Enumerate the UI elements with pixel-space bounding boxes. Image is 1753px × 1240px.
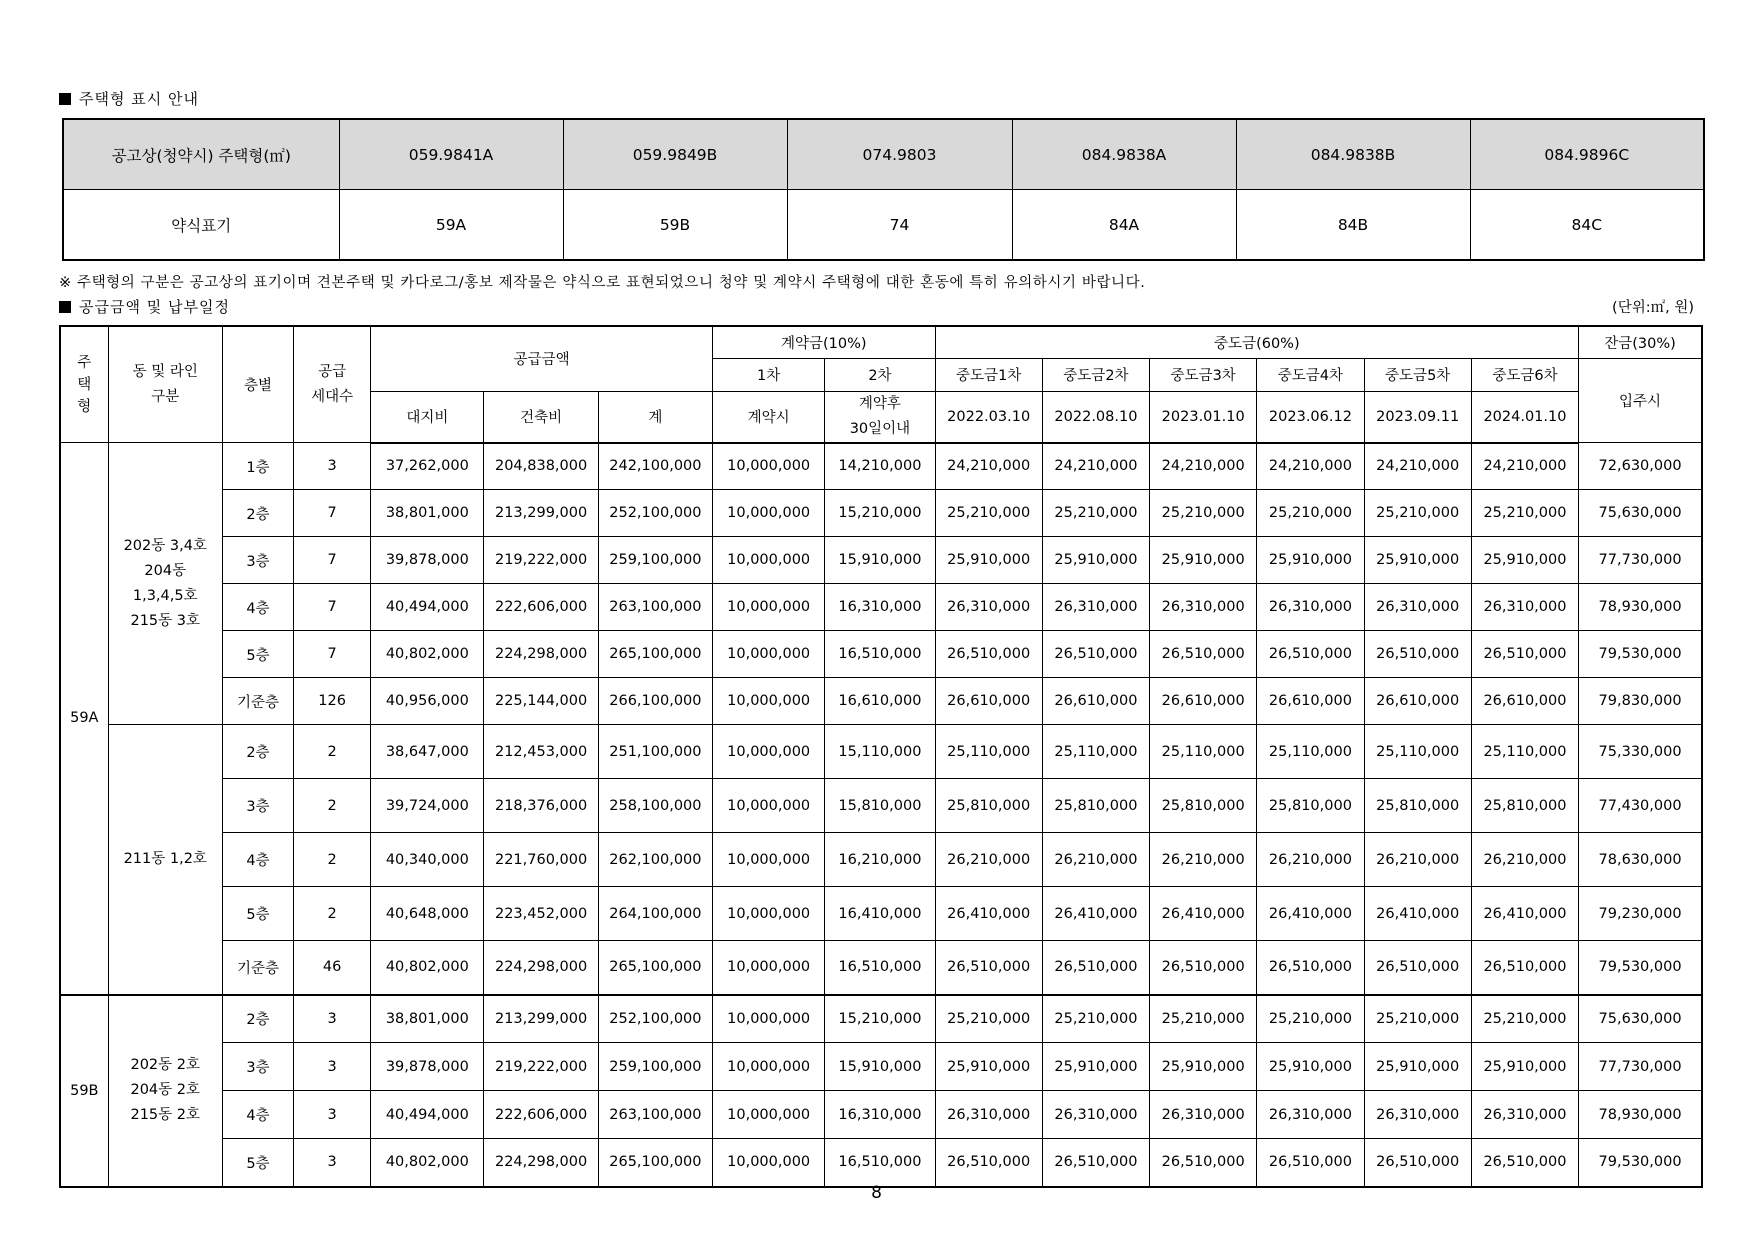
middle-payment-cell: 25,810,000 bbox=[1364, 779, 1471, 833]
building-price-cell: 224,298,000 bbox=[484, 1139, 598, 1187]
header-middle-date: 2023.09.11 bbox=[1364, 391, 1471, 443]
households-cell: 2 bbox=[294, 833, 371, 887]
middle-payment-cell: 26,610,000 bbox=[935, 678, 1042, 725]
middle-payment-cell: 25,110,000 bbox=[1150, 725, 1257, 779]
header-middle-label: 중도금2차 bbox=[1042, 358, 1149, 391]
supply-price-table bbox=[59, 325, 1703, 1188]
floor-cell: 4층 bbox=[222, 1091, 293, 1139]
middle-payment-cell: 26,310,000 bbox=[1364, 1091, 1471, 1139]
type-header-row bbox=[63, 119, 1704, 190]
table-row bbox=[60, 678, 1702, 725]
table-row bbox=[60, 887, 1702, 941]
floor-cell: 3층 bbox=[222, 779, 293, 833]
middle-payment-cell: 25,110,000 bbox=[1042, 725, 1149, 779]
floor-cell: 기준층 bbox=[222, 941, 293, 995]
middle-payment-cell: 26,410,000 bbox=[1364, 887, 1471, 941]
balance-cell: 75,630,000 bbox=[1579, 490, 1702, 537]
contract-1-cell: 10,000,000 bbox=[713, 833, 825, 887]
contract-2-cell: 16,510,000 bbox=[825, 631, 935, 678]
type-abbr: 74 bbox=[787, 190, 1012, 261]
floor-cell: 2층 bbox=[222, 725, 293, 779]
header-row bbox=[60, 326, 1702, 358]
balance-cell: 77,430,000 bbox=[1579, 779, 1702, 833]
middle-payment-cell: 25,810,000 bbox=[1042, 779, 1149, 833]
type-code: 084.9838A bbox=[1012, 119, 1236, 190]
middle-payment-cell: 26,310,000 bbox=[1042, 1091, 1149, 1139]
table-row bbox=[60, 779, 1702, 833]
middle-payment-cell: 26,210,000 bbox=[1364, 833, 1471, 887]
header-contract-1: 1차 bbox=[713, 358, 825, 391]
section-title-supply bbox=[59, 296, 230, 317]
middle-payment-cell: 25,210,000 bbox=[935, 490, 1042, 537]
middle-payment-cell: 24,210,000 bbox=[1042, 443, 1149, 490]
middle-payment-cell: 26,210,000 bbox=[935, 833, 1042, 887]
total-price-cell: 259,100,000 bbox=[598, 1043, 712, 1091]
table-row bbox=[60, 490, 1702, 537]
floor-cell: 4층 bbox=[222, 833, 293, 887]
land-price-cell: 40,802,000 bbox=[371, 1139, 484, 1187]
land-price-cell: 38,647,000 bbox=[371, 725, 484, 779]
middle-payment-cell: 25,910,000 bbox=[1364, 537, 1471, 584]
contract-2-cell: 14,210,000 bbox=[825, 443, 935, 490]
house-type-cell: 59A bbox=[60, 443, 108, 995]
total-price-cell: 242,100,000 bbox=[598, 443, 712, 490]
middle-payment-cell: 24,210,000 bbox=[935, 443, 1042, 490]
middle-payment-cell: 26,310,000 bbox=[1257, 584, 1364, 631]
middle-payment-cell: 25,910,000 bbox=[1150, 1043, 1257, 1091]
contract-1-cell: 10,000,000 bbox=[713, 995, 825, 1043]
total-price-cell: 259,100,000 bbox=[598, 537, 712, 584]
middle-payment-cell: 26,310,000 bbox=[1257, 1091, 1364, 1139]
middle-payment-cell: 25,210,000 bbox=[1042, 995, 1149, 1043]
households-cell: 7 bbox=[294, 490, 371, 537]
header-total: 계 bbox=[598, 391, 712, 443]
floor-cell: 2층 bbox=[222, 995, 293, 1043]
contract-1-cell: 10,000,000 bbox=[713, 725, 825, 779]
type-abbr: 84B bbox=[1236, 190, 1470, 261]
header-land: 대지비 bbox=[371, 391, 484, 443]
households-cell: 2 bbox=[294, 725, 371, 779]
header-middle-label: 중도금1차 bbox=[935, 358, 1042, 391]
land-price-cell: 40,494,000 bbox=[371, 584, 484, 631]
households-cell: 3 bbox=[294, 443, 371, 490]
header-middle-label: 중도금5차 bbox=[1364, 358, 1471, 391]
middle-payment-cell: 26,610,000 bbox=[1257, 678, 1364, 725]
middle-payment-cell: 25,910,000 bbox=[1042, 537, 1149, 584]
header-building: 건축비 bbox=[484, 391, 598, 443]
contract-1-cell: 10,000,000 bbox=[713, 490, 825, 537]
balance-cell: 79,230,000 bbox=[1579, 887, 1702, 941]
contract-2-cell: 15,210,000 bbox=[825, 490, 935, 537]
total-price-cell: 263,100,000 bbox=[598, 584, 712, 631]
middle-payment-cell: 26,610,000 bbox=[1150, 678, 1257, 725]
middle-payment-cell: 25,910,000 bbox=[1364, 1043, 1471, 1091]
middle-payment-cell: 26,410,000 bbox=[1042, 887, 1149, 941]
land-price-cell: 39,724,000 bbox=[371, 779, 484, 833]
middle-payment-cell: 26,510,000 bbox=[1471, 1139, 1578, 1187]
land-price-cell: 40,802,000 bbox=[371, 631, 484, 678]
header-middle-label: 중도금6차 bbox=[1471, 358, 1578, 391]
households-cell: 3 bbox=[294, 1139, 371, 1187]
households-cell: 46 bbox=[294, 941, 371, 995]
house-type-cell: 59B bbox=[60, 995, 108, 1187]
middle-payment-cell: 25,810,000 bbox=[1257, 779, 1364, 833]
middle-payment-cell: 26,610,000 bbox=[1042, 678, 1149, 725]
type-header-label: 공고상(청약시) 주택형(㎡) bbox=[63, 119, 339, 190]
table-row bbox=[60, 941, 1702, 995]
contract-1-cell: 10,000,000 bbox=[713, 443, 825, 490]
contract-1-cell: 10,000,000 bbox=[713, 678, 825, 725]
land-price-cell: 40,648,000 bbox=[371, 887, 484, 941]
middle-payment-cell: 26,510,000 bbox=[1471, 631, 1578, 678]
contract-1-cell: 10,000,000 bbox=[713, 537, 825, 584]
balance-cell: 78,930,000 bbox=[1579, 584, 1702, 631]
dong-line-cell: 202동 2호 204동 2호 215동 2호 bbox=[108, 995, 222, 1187]
house-type-table bbox=[62, 118, 1705, 261]
households-cell: 2 bbox=[294, 887, 371, 941]
total-price-cell: 265,100,000 bbox=[598, 1139, 712, 1187]
total-price-cell: 251,100,000 bbox=[598, 725, 712, 779]
type-abbr: 59B bbox=[563, 190, 787, 261]
building-price-cell: 219,222,000 bbox=[484, 1043, 598, 1091]
header-middle-label: 중도금4차 bbox=[1257, 358, 1364, 391]
table-row bbox=[60, 833, 1702, 887]
type-abbr: 84C bbox=[1470, 190, 1704, 261]
dong-line-cell: 211동 1,2호 bbox=[108, 725, 222, 995]
section-title-text: 공급금액 및 납부일정 bbox=[79, 298, 230, 316]
contract-2-cell: 16,310,000 bbox=[825, 584, 935, 631]
header-households: 공급 세대수 bbox=[294, 326, 371, 443]
type-code: 084.9838B bbox=[1236, 119, 1470, 190]
square-bullet-icon bbox=[59, 301, 71, 313]
section-title-house-type bbox=[59, 88, 199, 109]
square-bullet-icon bbox=[59, 93, 71, 105]
middle-payment-cell: 26,410,000 bbox=[1257, 887, 1364, 941]
header-contract-1-when: 계약시 bbox=[713, 391, 825, 443]
middle-payment-cell: 26,310,000 bbox=[1471, 1091, 1578, 1139]
building-price-cell: 212,453,000 bbox=[484, 725, 598, 779]
land-price-cell: 40,340,000 bbox=[371, 833, 484, 887]
land-price-cell: 38,801,000 bbox=[371, 995, 484, 1043]
middle-payment-cell: 25,210,000 bbox=[1257, 490, 1364, 537]
header-balance-when: 입주시 bbox=[1579, 358, 1702, 443]
header-balance: 잔금(30%) bbox=[1579, 326, 1702, 358]
middle-payment-cell: 25,210,000 bbox=[1257, 995, 1364, 1043]
building-price-cell: 219,222,000 bbox=[484, 537, 598, 584]
building-price-cell: 225,144,000 bbox=[484, 678, 598, 725]
middle-payment-cell: 26,210,000 bbox=[1257, 833, 1364, 887]
middle-payment-cell: 26,410,000 bbox=[1150, 887, 1257, 941]
land-price-cell: 40,956,000 bbox=[371, 678, 484, 725]
middle-payment-cell: 26,210,000 bbox=[1471, 833, 1578, 887]
middle-payment-cell: 25,210,000 bbox=[1042, 490, 1149, 537]
header-middle-label: 중도금3차 bbox=[1150, 358, 1257, 391]
floor-cell: 1층 bbox=[222, 443, 293, 490]
header-dong-line: 동 및 라인 구분 bbox=[108, 326, 222, 443]
land-price-cell: 40,802,000 bbox=[371, 941, 484, 995]
balance-cell: 77,730,000 bbox=[1579, 1043, 1702, 1091]
middle-payment-cell: 24,210,000 bbox=[1471, 443, 1578, 490]
middle-payment-cell: 26,510,000 bbox=[935, 941, 1042, 995]
table-row bbox=[60, 1091, 1702, 1139]
middle-payment-cell: 26,510,000 bbox=[1364, 631, 1471, 678]
middle-payment-cell: 26,510,000 bbox=[1150, 941, 1257, 995]
middle-payment-cell: 26,610,000 bbox=[1364, 678, 1471, 725]
contract-2-cell: 16,210,000 bbox=[825, 833, 935, 887]
floor-cell: 5층 bbox=[222, 887, 293, 941]
building-price-cell: 224,298,000 bbox=[484, 941, 598, 995]
middle-payment-cell: 26,510,000 bbox=[935, 1139, 1042, 1187]
floor-cell: 2층 bbox=[222, 490, 293, 537]
building-price-cell: 218,376,000 bbox=[484, 779, 598, 833]
table-row bbox=[60, 443, 1702, 490]
header-middle-date: 2023.06.12 bbox=[1257, 391, 1364, 443]
middle-payment-cell: 26,510,000 bbox=[1150, 631, 1257, 678]
middle-payment-cell: 26,510,000 bbox=[1257, 941, 1364, 995]
households-cell: 7 bbox=[294, 631, 371, 678]
table-row bbox=[60, 537, 1702, 584]
floor-cell: 4층 bbox=[222, 584, 293, 631]
balance-cell: 75,330,000 bbox=[1579, 725, 1702, 779]
balance-cell: 79,530,000 bbox=[1579, 941, 1702, 995]
contract-2-cell: 16,310,000 bbox=[825, 1091, 935, 1139]
contract-1-cell: 10,000,000 bbox=[713, 941, 825, 995]
households-cell: 7 bbox=[294, 537, 371, 584]
middle-payment-cell: 26,310,000 bbox=[935, 1091, 1042, 1139]
header-middle-date: 2022.08.10 bbox=[1042, 391, 1149, 443]
contract-1-cell: 10,000,000 bbox=[713, 1091, 825, 1139]
type-code: 059.9841A bbox=[339, 119, 563, 190]
middle-payment-cell: 25,210,000 bbox=[1150, 995, 1257, 1043]
balance-cell: 79,530,000 bbox=[1579, 1139, 1702, 1187]
header-type: 주 택 형 bbox=[60, 326, 108, 443]
unit-label: (단위:㎡, 원) bbox=[1612, 300, 1694, 316]
total-price-cell: 252,100,000 bbox=[598, 490, 712, 537]
middle-payment-cell: 25,210,000 bbox=[1364, 995, 1471, 1043]
middle-payment-cell: 26,310,000 bbox=[1364, 584, 1471, 631]
balance-cell: 79,830,000 bbox=[1579, 678, 1702, 725]
middle-payment-cell: 26,510,000 bbox=[1042, 1139, 1149, 1187]
type-code: 059.9849B bbox=[563, 119, 787, 190]
middle-payment-cell: 25,110,000 bbox=[1257, 725, 1364, 779]
middle-payment-cell: 24,210,000 bbox=[1364, 443, 1471, 490]
contract-1-cell: 10,000,000 bbox=[713, 584, 825, 631]
middle-payment-cell: 25,110,000 bbox=[1471, 725, 1578, 779]
balance-cell: 72,630,000 bbox=[1579, 443, 1702, 490]
type-code: 084.9896C bbox=[1470, 119, 1704, 190]
middle-payment-cell: 26,510,000 bbox=[1042, 631, 1149, 678]
middle-payment-cell: 25,810,000 bbox=[935, 779, 1042, 833]
middle-payment-cell: 26,410,000 bbox=[1471, 887, 1578, 941]
total-price-cell: 252,100,000 bbox=[598, 995, 712, 1043]
middle-payment-cell: 24,210,000 bbox=[1150, 443, 1257, 490]
contract-2-cell: 15,910,000 bbox=[825, 1043, 935, 1091]
middle-payment-cell: 26,510,000 bbox=[935, 631, 1042, 678]
balance-cell: 78,930,000 bbox=[1579, 1091, 1702, 1139]
middle-payment-cell: 26,510,000 bbox=[1150, 1139, 1257, 1187]
table-row bbox=[60, 1139, 1702, 1187]
building-price-cell: 204,838,000 bbox=[484, 443, 598, 490]
middle-payment-cell: 25,910,000 bbox=[935, 537, 1042, 584]
house-type-note: ※ 주택형의 구분은 공고상의 표기이며 견본주택 및 카다로그/홍보 제작물은 약식으로 표현되었으니 청약 및 계약시 주택형에 대한 혼동에 특히 유의하시기 바랍니다. bbox=[59, 275, 1146, 291]
land-price-cell: 38,801,000 bbox=[371, 490, 484, 537]
abbr-label: 약식표기 bbox=[63, 190, 339, 261]
middle-payment-cell: 26,210,000 bbox=[1150, 833, 1257, 887]
households-cell: 3 bbox=[294, 1091, 371, 1139]
middle-payment-cell: 26,510,000 bbox=[1364, 1139, 1471, 1187]
total-price-cell: 265,100,000 bbox=[598, 631, 712, 678]
header-contract-2: 2차 bbox=[825, 358, 935, 391]
contract-2-cell: 16,610,000 bbox=[825, 678, 935, 725]
middle-payment-cell: 25,810,000 bbox=[1150, 779, 1257, 833]
households-cell: 2 bbox=[294, 779, 371, 833]
building-price-cell: 213,299,000 bbox=[484, 995, 598, 1043]
middle-payment-cell: 26,310,000 bbox=[1042, 584, 1149, 631]
table-row bbox=[60, 584, 1702, 631]
contract-1-cell: 10,000,000 bbox=[713, 631, 825, 678]
balance-cell: 75,630,000 bbox=[1579, 995, 1702, 1043]
dong-line-cell: 202동 3,4호 204동 1,3,4,5호 215동 3호 bbox=[108, 443, 222, 725]
floor-cell: 5층 bbox=[222, 631, 293, 678]
middle-payment-cell: 25,210,000 bbox=[1471, 490, 1578, 537]
middle-payment-cell: 26,510,000 bbox=[1257, 631, 1364, 678]
section-title-text: 주택형 표시 안내 bbox=[79, 90, 199, 108]
contract-2-cell: 16,510,000 bbox=[825, 941, 935, 995]
middle-payment-cell: 26,510,000 bbox=[1042, 941, 1149, 995]
header-middle-date: 2024.01.10 bbox=[1471, 391, 1578, 443]
contract-2-cell: 16,410,000 bbox=[825, 887, 935, 941]
middle-payment-cell: 26,310,000 bbox=[1150, 584, 1257, 631]
header-supply-amount: 공급금액 bbox=[371, 326, 713, 391]
total-price-cell: 262,100,000 bbox=[598, 833, 712, 887]
total-price-cell: 266,100,000 bbox=[598, 678, 712, 725]
middle-payment-cell: 25,910,000 bbox=[1257, 537, 1364, 584]
contract-2-cell: 15,910,000 bbox=[825, 537, 935, 584]
header-contract: 계약금(10%) bbox=[713, 326, 936, 358]
building-price-cell: 221,760,000 bbox=[484, 833, 598, 887]
page-number: 8 bbox=[871, 1183, 882, 1203]
total-price-cell: 263,100,000 bbox=[598, 1091, 712, 1139]
header-middle-date: 2022.03.10 bbox=[935, 391, 1042, 443]
middle-payment-cell: 25,910,000 bbox=[1471, 537, 1578, 584]
middle-payment-cell: 25,910,000 bbox=[1042, 1043, 1149, 1091]
middle-payment-cell: 25,110,000 bbox=[1364, 725, 1471, 779]
households-cell: 7 bbox=[294, 584, 371, 631]
middle-payment-cell: 25,210,000 bbox=[1150, 490, 1257, 537]
middle-payment-cell: 25,210,000 bbox=[935, 995, 1042, 1043]
contract-1-cell: 10,000,000 bbox=[713, 1139, 825, 1187]
type-abbr: 59A bbox=[339, 190, 563, 261]
middle-payment-cell: 25,110,000 bbox=[935, 725, 1042, 779]
land-price-cell: 40,494,000 bbox=[371, 1091, 484, 1139]
middle-payment-cell: 26,310,000 bbox=[1471, 584, 1578, 631]
header-floor: 층별 bbox=[222, 326, 293, 443]
households-cell: 3 bbox=[294, 995, 371, 1043]
balance-cell: 79,530,000 bbox=[1579, 631, 1702, 678]
middle-payment-cell: 25,910,000 bbox=[935, 1043, 1042, 1091]
contract-1-cell: 10,000,000 bbox=[713, 779, 825, 833]
balance-cell: 77,730,000 bbox=[1579, 537, 1702, 584]
middle-payment-cell: 26,410,000 bbox=[935, 887, 1042, 941]
building-price-cell: 224,298,000 bbox=[484, 631, 598, 678]
total-price-cell: 258,100,000 bbox=[598, 779, 712, 833]
middle-payment-cell: 26,610,000 bbox=[1471, 678, 1578, 725]
table-row bbox=[60, 995, 1702, 1043]
contract-2-cell: 15,110,000 bbox=[825, 725, 935, 779]
middle-payment-cell: 25,910,000 bbox=[1257, 1043, 1364, 1091]
middle-payment-cell: 26,310,000 bbox=[935, 584, 1042, 631]
land-price-cell: 37,262,000 bbox=[371, 443, 484, 490]
middle-payment-cell: 25,910,000 bbox=[1471, 1043, 1578, 1091]
households-cell: 3 bbox=[294, 1043, 371, 1091]
total-price-cell: 264,100,000 bbox=[598, 887, 712, 941]
type-abbr: 84A bbox=[1012, 190, 1236, 261]
middle-payment-cell: 26,510,000 bbox=[1364, 941, 1471, 995]
contract-1-cell: 10,000,000 bbox=[713, 887, 825, 941]
middle-payment-cell: 25,910,000 bbox=[1150, 537, 1257, 584]
middle-payment-cell: 24,210,000 bbox=[1257, 443, 1364, 490]
land-price-cell: 39,878,000 bbox=[371, 537, 484, 584]
middle-payment-cell: 25,210,000 bbox=[1471, 995, 1578, 1043]
contract-2-cell: 15,810,000 bbox=[825, 779, 935, 833]
type-code: 074.9803 bbox=[787, 119, 1012, 190]
header-middle-date: 2023.01.10 bbox=[1150, 391, 1257, 443]
contract-2-cell: 16,510,000 bbox=[825, 1139, 935, 1187]
building-price-cell: 213,299,000 bbox=[484, 490, 598, 537]
floor-cell: 3층 bbox=[222, 537, 293, 584]
middle-payment-cell: 26,310,000 bbox=[1150, 1091, 1257, 1139]
balance-cell: 78,630,000 bbox=[1579, 833, 1702, 887]
building-price-cell: 222,606,000 bbox=[484, 584, 598, 631]
contract-1-cell: 10,000,000 bbox=[713, 1043, 825, 1091]
floor-cell: 기준층 bbox=[222, 678, 293, 725]
middle-payment-cell: 25,810,000 bbox=[1471, 779, 1578, 833]
building-price-cell: 223,452,000 bbox=[484, 887, 598, 941]
floor-cell: 3층 bbox=[222, 1043, 293, 1091]
table-row bbox=[60, 631, 1702, 678]
households-cell: 126 bbox=[294, 678, 371, 725]
middle-payment-cell: 26,510,000 bbox=[1257, 1139, 1364, 1187]
type-abbr-row bbox=[63, 190, 1704, 261]
middle-payment-cell: 26,510,000 bbox=[1471, 941, 1578, 995]
middle-payment-cell: 25,210,000 bbox=[1364, 490, 1471, 537]
table-row bbox=[60, 1043, 1702, 1091]
land-price-cell: 39,878,000 bbox=[371, 1043, 484, 1091]
middle-payment-cell: 26,210,000 bbox=[1042, 833, 1149, 887]
header-contract-2-when: 계약후 30일이내 bbox=[825, 391, 935, 443]
header-middle: 중도금(60%) bbox=[935, 326, 1579, 358]
total-price-cell: 265,100,000 bbox=[598, 941, 712, 995]
table-row bbox=[60, 725, 1702, 779]
contract-2-cell: 15,210,000 bbox=[825, 995, 935, 1043]
building-price-cell: 222,606,000 bbox=[484, 1091, 598, 1139]
floor-cell: 5층 bbox=[222, 1139, 293, 1187]
